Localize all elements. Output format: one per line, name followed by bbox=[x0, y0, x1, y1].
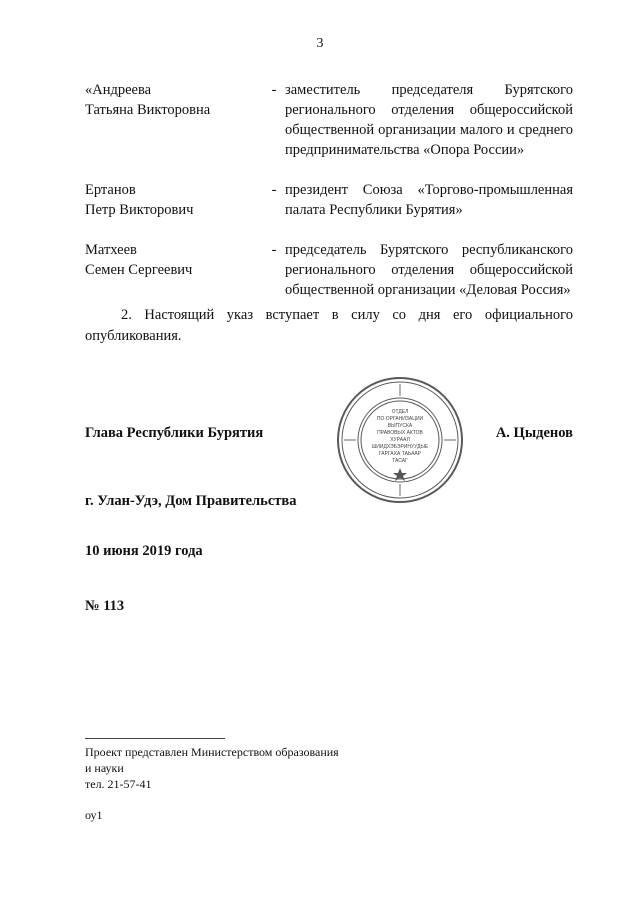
svg-text:ПО ОРГАНИЗАЦИИ: ПО ОРГАНИЗАЦИИ bbox=[376, 416, 424, 422]
signatory-title: Глава Республики Бурятия bbox=[85, 425, 264, 441]
member-role: президент Союза «Торгово-промышленная палата Республики Бурятия» bbox=[285, 182, 573, 218]
member-role: заместитель председателя Бурятского регионального отделения общероссийской общественной организации малого и среднего предпринимательства «Опора России» bbox=[285, 82, 573, 158]
svg-text:ШИИДХЭБЭРИНУУДЫЕ: ШИИДХЭБЭРИНУУДЫЕ bbox=[371, 444, 429, 450]
member-entry bbox=[85, 180, 573, 220]
footnote-line: тел. 21-57-41 bbox=[85, 777, 152, 791]
svg-text:ТАСАГ: ТАСАГ bbox=[392, 458, 408, 464]
svg-text:ГАРГАХА ТАЬААР: ГАРГАХА ТАЬААР bbox=[378, 451, 422, 457]
signing-date: 10 июня 2019 года bbox=[85, 543, 203, 559]
member-entry bbox=[85, 240, 573, 300]
decree-number: № 113 bbox=[85, 598, 125, 614]
footnote bbox=[85, 744, 385, 792]
signing-place: г. Улан-Удэ, Дом Правительства bbox=[85, 493, 297, 509]
member-name: Матхеев Семен Сергеевич bbox=[85, 242, 193, 278]
official-seal bbox=[335, 375, 465, 505]
svg-text:ХУРААЛ: ХУРААЛ bbox=[390, 437, 410, 443]
svg-text:ОТДЕЛ: ОТДЕЛ bbox=[391, 409, 409, 415]
footnote-line: Проект представлен Министерством образования bbox=[85, 745, 339, 759]
svg-text:ВЫПУСКА: ВЫПУСКА bbox=[387, 423, 413, 429]
footnote-line: и науки bbox=[85, 761, 124, 775]
svg-text:ПРАВОВЫХ АКТОВ: ПРАВОВЫХ АКТОВ bbox=[377, 430, 423, 436]
member-dash: - bbox=[271, 182, 277, 198]
footnote-separator bbox=[85, 738, 225, 739]
document-code: оу1 bbox=[85, 808, 103, 822]
member-dash: - bbox=[271, 242, 277, 258]
member-role: председатель Бурятского республиканского регионального отделения общероссийской общественной организации «Деловая Россия» bbox=[285, 242, 573, 298]
member-list bbox=[85, 80, 573, 320]
signatory-name: А. Цыденов bbox=[495, 425, 573, 441]
signature-row bbox=[85, 425, 573, 447]
member-name: «Андреева Татьяна Викторовна bbox=[85, 82, 211, 118]
page-number: 3 bbox=[316, 36, 324, 51]
member-entry bbox=[85, 80, 573, 160]
clause-2: 2. Настоящий указ вступает в силу со дня его официального опубликования. bbox=[85, 307, 573, 344]
member-name: Ертанов Петр Викторович bbox=[85, 182, 194, 218]
member-dash: - bbox=[271, 82, 277, 98]
